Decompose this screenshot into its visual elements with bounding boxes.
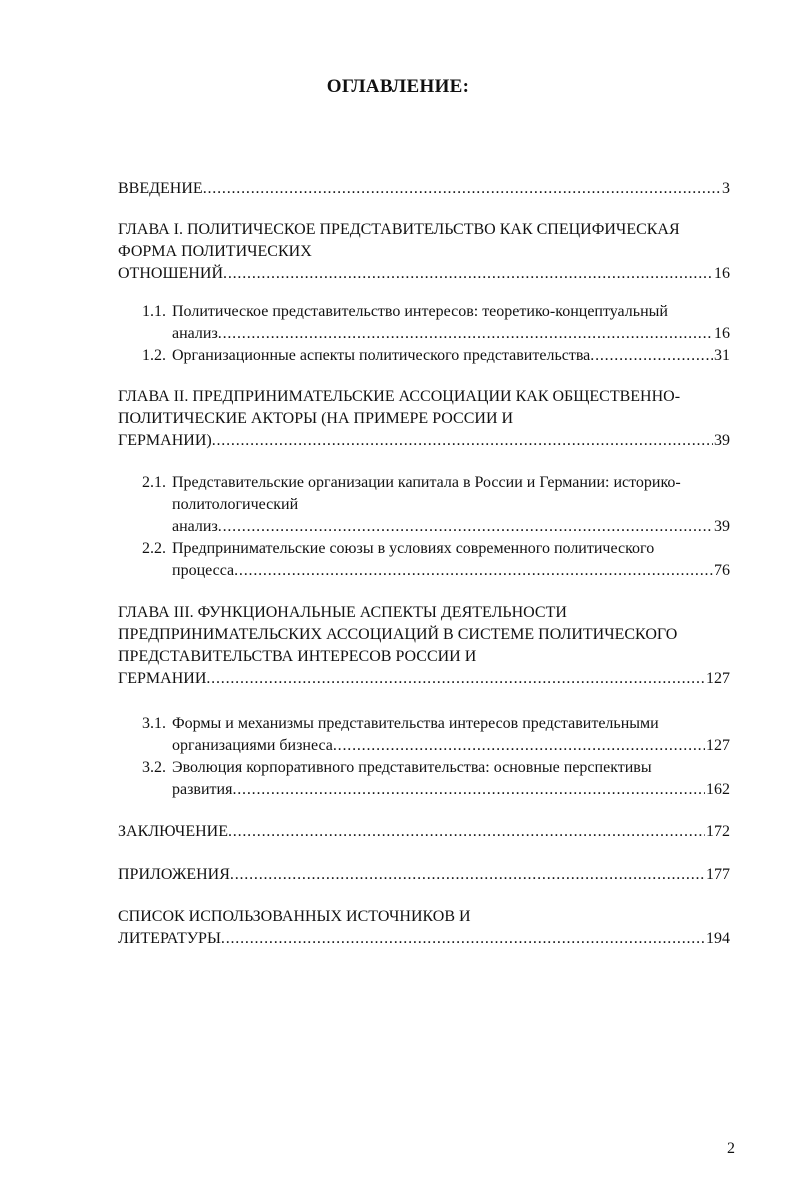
entry-text: ЛИТЕРАТУРЫ <box>118 930 221 947</box>
toc-entry-chapter-1[interactable] <box>118 219 730 285</box>
entry-text: ГЕРМАНИИ <box>118 670 207 687</box>
page-ref: 39 <box>714 432 730 449</box>
leader-dots <box>230 864 705 886</box>
page-ref: 3 <box>722 180 730 197</box>
entry-text: анализ <box>172 518 218 535</box>
section-number: 2.1. <box>142 474 166 491</box>
leader-dots <box>234 560 713 582</box>
leader-dots <box>212 430 713 452</box>
entry-text: ГЛАВА III. ФУНКЦИОНАЛЬНЫЕ АСПЕКТЫ ДЕЯТЕЛЬНОСТИ <box>118 604 567 621</box>
entry-text: Формы и механизмы представительства интересов представительными <box>172 715 659 732</box>
toc-entry-2-1[interactable] <box>142 472 730 538</box>
entry-text: Эволюция корпоративного представительства: основные перспективы <box>172 759 652 776</box>
page-ref: 177 <box>706 866 730 883</box>
page-ref: 194 <box>706 930 730 947</box>
entry-text: организациями бизнеса <box>172 737 333 754</box>
toc-entry-chapter-2[interactable] <box>118 386 730 452</box>
page-ref: 172 <box>706 823 730 840</box>
entry-text: ПРЕДСТАВИТЕЛЬСТВА ИНТЕРЕСОВ РОССИИ И <box>118 648 477 665</box>
section-number: 3.1. <box>142 715 166 732</box>
toc-entry-1-2[interactable] <box>142 345 730 367</box>
leader-dots <box>218 323 713 345</box>
toc-entry-1-1[interactable] <box>142 301 730 345</box>
toc-entry-appendices[interactable] <box>118 864 730 886</box>
page-ref: 162 <box>706 781 730 798</box>
page-ref: 39 <box>714 518 730 535</box>
entry-text: ФОРМА ПОЛИТИЧЕСКИХ <box>118 243 312 260</box>
leader-dots <box>206 668 705 690</box>
entry-text: Предпринимательские союзы в условиях современного политического <box>172 540 655 557</box>
page-ref: 16 <box>714 325 730 342</box>
page-title: ОГЛАВЛЕНИЕ: <box>326 76 470 97</box>
leader-dots <box>221 928 705 950</box>
leader-dots <box>203 178 721 200</box>
toc-entry-3-2[interactable] <box>142 757 730 801</box>
section-number: 1.1. <box>142 303 166 320</box>
leader-dots <box>228 821 705 843</box>
entry-text: ВВЕДЕНИЕ <box>118 180 203 197</box>
entry-text: Представительские организации капитала в России и Германии: историко- <box>172 474 681 491</box>
toc-entry-conclusion[interactable] <box>118 821 730 843</box>
leader-dots <box>590 345 713 367</box>
entry-text: анализ <box>172 325 218 342</box>
entry-text: ЗАКЛЮЧЕНИЕ <box>118 823 228 840</box>
leader-dots <box>218 516 713 538</box>
toc-entry-chapter-3[interactable] <box>118 602 730 690</box>
page-ref: 16 <box>714 265 730 282</box>
leader-dots <box>333 735 705 757</box>
entry-text: ПРИЛОЖЕНИЯ <box>118 866 230 883</box>
leader-dots <box>223 263 713 285</box>
entry-text: ГЛАВА II. ПРЕДПРИНИМАТЕЛЬСКИЕ АССОЦИАЦИИ КАК ОБЩЕСТВЕННО- <box>118 388 681 405</box>
toc-entry-introduction[interactable] <box>118 178 730 200</box>
toc-entry-bibliography[interactable] <box>118 906 730 950</box>
page-ref: 31 <box>714 347 730 364</box>
page-ref: 76 <box>714 562 730 579</box>
toc-entry-2-2[interactable] <box>142 538 730 582</box>
section-number: 1.2. <box>142 347 166 364</box>
toc-entry-3-1[interactable] <box>142 713 730 757</box>
entry-text: ОТНОШЕНИЙ <box>118 265 224 282</box>
entry-text: ПОЛИТИЧЕСКИЕ АКТОРЫ (НА ПРИМЕРЕ РОССИИ И <box>118 410 514 427</box>
page-number: 2 <box>727 1140 735 1157</box>
section-number: 3.2. <box>142 759 166 776</box>
leader-dots <box>232 779 705 801</box>
section-number: 2.2. <box>142 540 166 557</box>
page-ref: 127 <box>706 737 730 754</box>
entry-text: Организационные аспекты политического представительства <box>172 347 591 364</box>
entry-text: ПРЕДПРИНИМАТЕЛЬСКИХ АССОЦИАЦИЙ В СИСТЕМЕ ПОЛИТИЧЕСКОГО <box>118 626 678 643</box>
entry-text: Политическое представительство интересов: теоретико-концептуальный <box>172 303 668 320</box>
entry-text: процесса <box>172 562 235 579</box>
entry-text: ГЕРМАНИИ) <box>118 432 212 449</box>
entry-text: СПИСОК ИСПОЛЬЗОВАННЫХ ИСТОЧНИКОВ И <box>118 908 471 925</box>
entry-text: ГЛАВА I. ПОЛИТИЧЕСКОЕ ПРЕДСТАВИТЕЛЬСТВО КАК СПЕЦИФИЧЕСКАЯ <box>118 221 680 238</box>
entry-text: политологический <box>172 496 299 513</box>
page-ref: 127 <box>706 670 730 687</box>
entry-text: развития <box>172 781 233 798</box>
